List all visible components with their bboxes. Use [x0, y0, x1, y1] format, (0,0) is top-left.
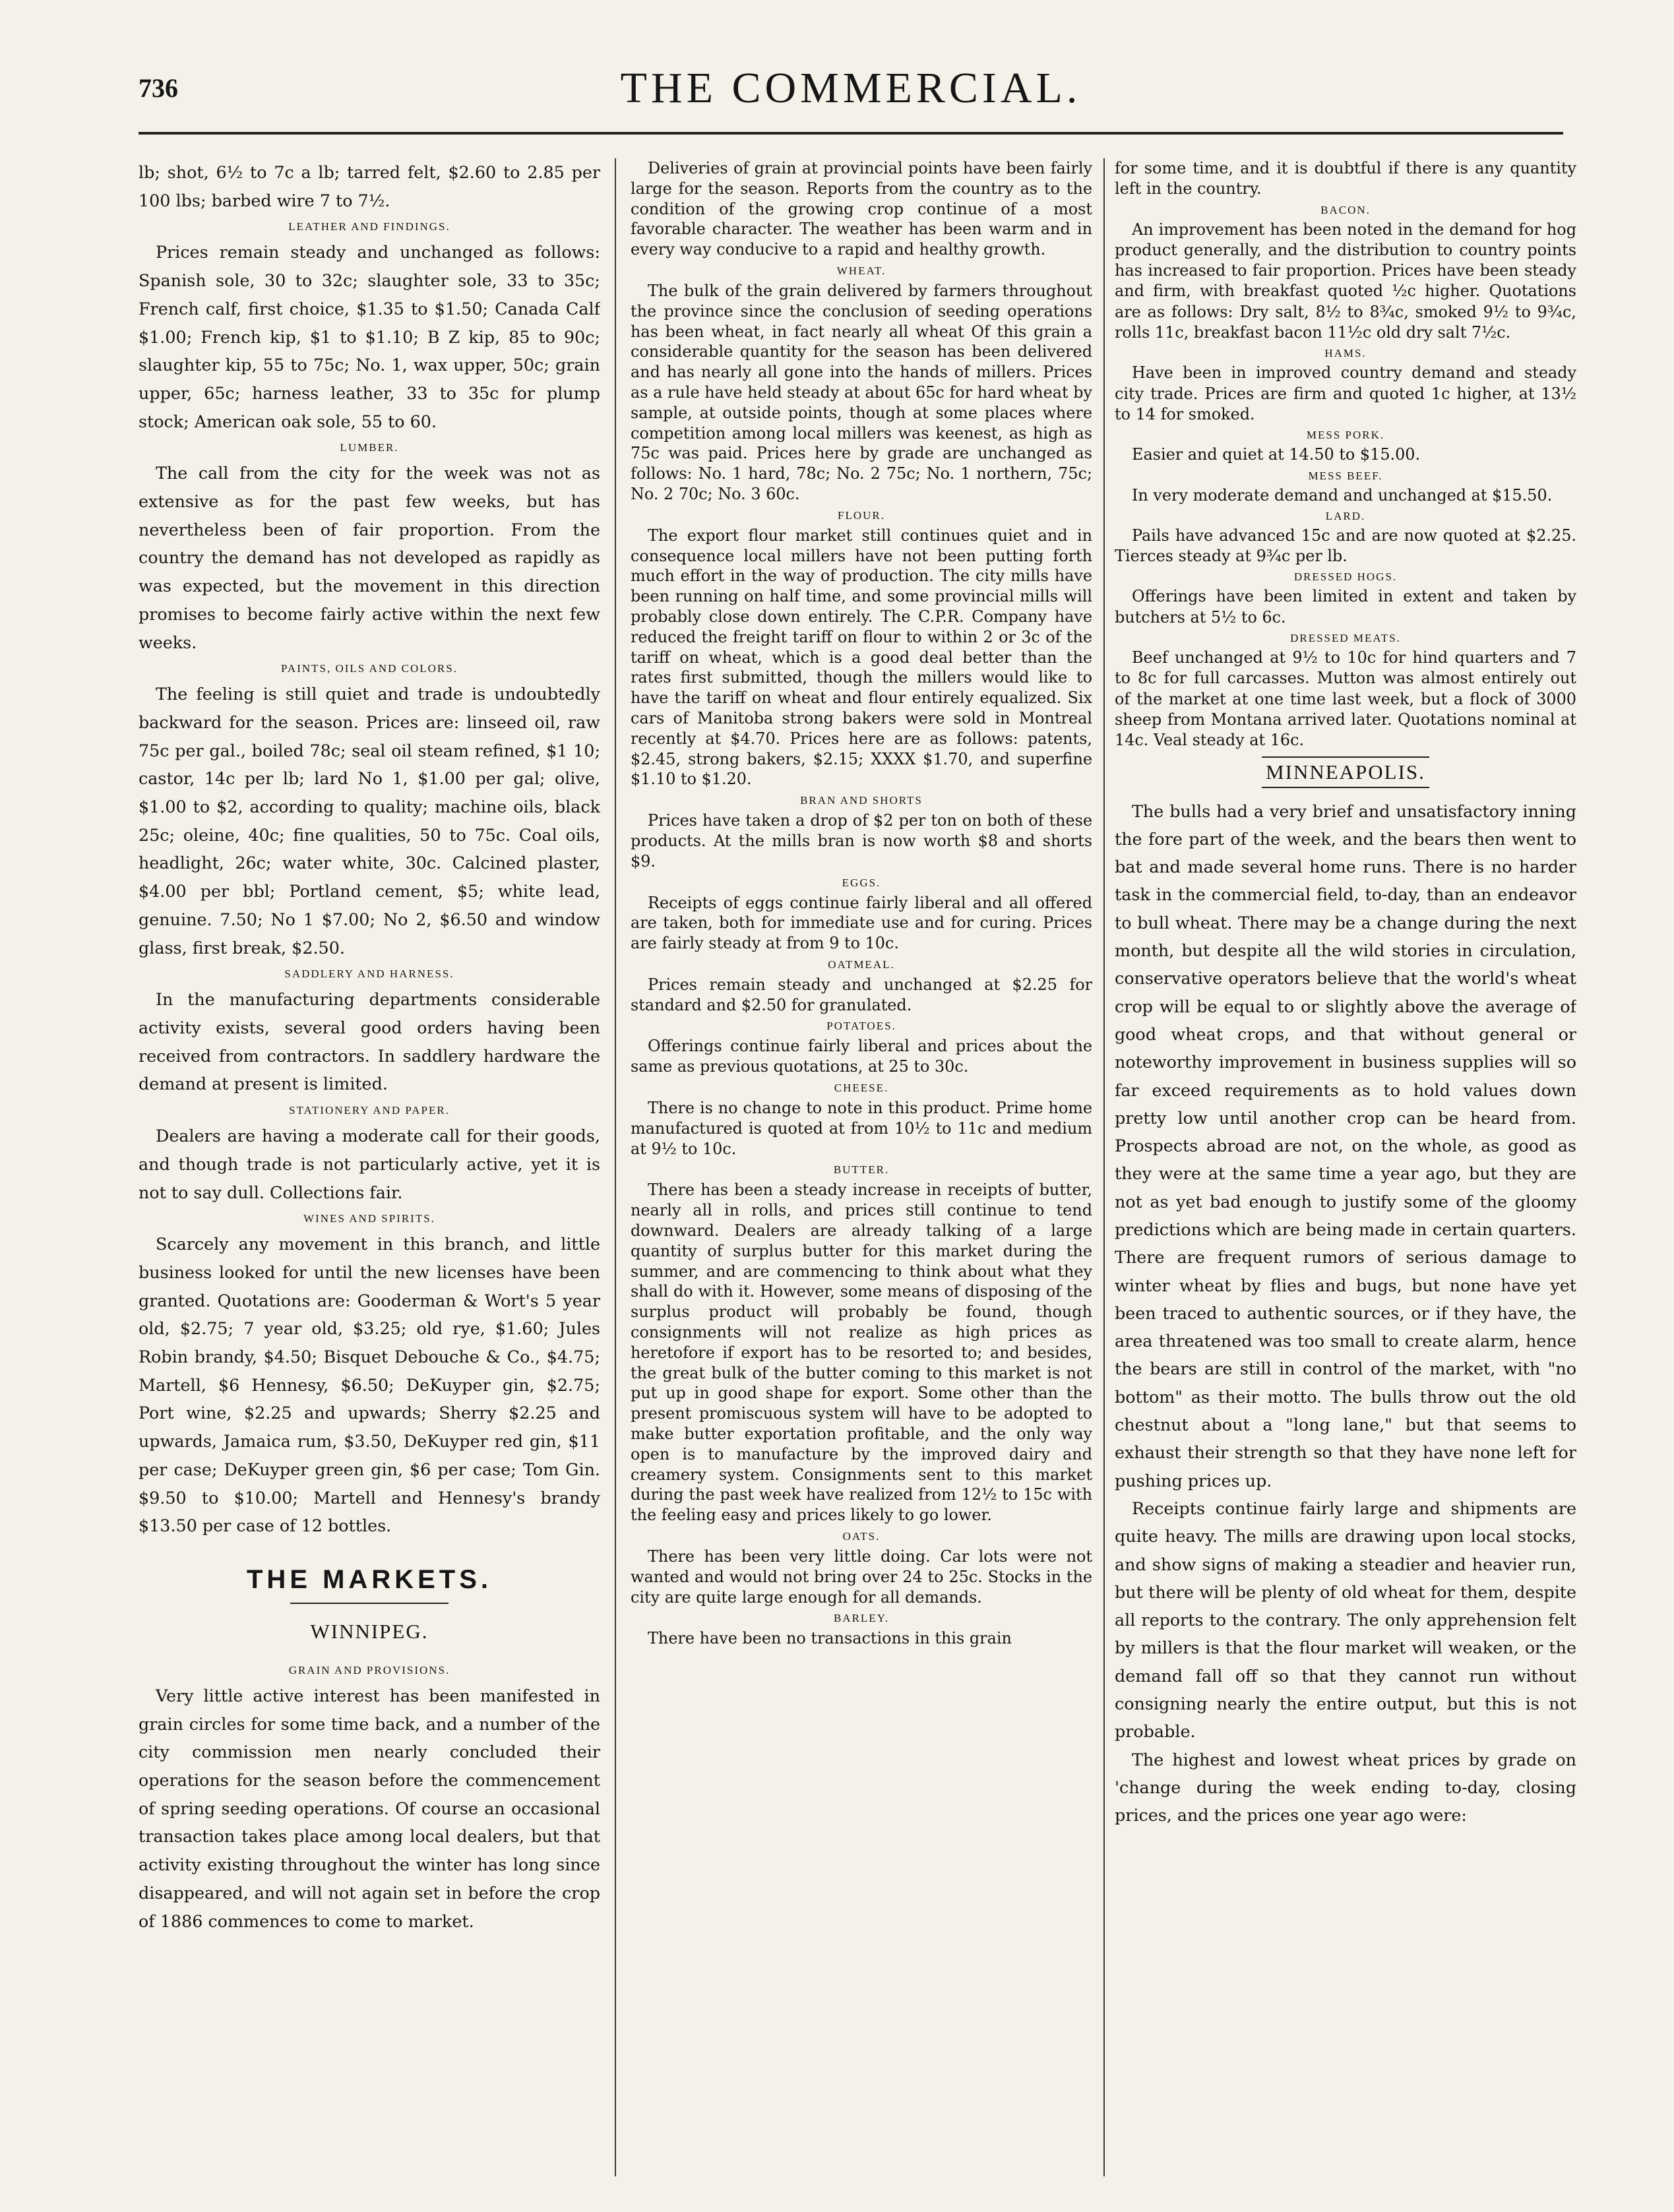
article-paragraph: Beef unchanged at 9½ to 10c for hind quarters and 7 to 8c for full carcasses. Mutton was almost entirely out of the market at one time last week, but a flock of 3000 sheep from Montana arrived later. Quotations nominal at 14c. Veal steady at 16c. [1115, 648, 1576, 750]
subheading-dressed-meats: DRESSED MEATS. [1290, 632, 1401, 645]
article-paragraph: Deliveries of grain at provincial points have been fairly large for the season. Reports from the country as to the condition of the growing crop continue of a most favorable character. The weather has been warm and in every way conducive to a rapid and healthy growth. [631, 159, 1092, 259]
page-number: 736 [139, 73, 178, 103]
article-paragraph: Prices have taken a drop of $2 per ton on both of these products. At the mills bran is now worth $8 and shorts $9. [631, 811, 1092, 871]
column-2 [631, 158, 1092, 2176]
article-paragraph: Receipts continue fairly large and shipments are quite heavy. The mills are drawing upon local stocks, and show signs of making a steadier and heavier run, but there will be plenty of old wheat for them, despite all reports to the contrary. The only apprehension felt by millers is that the flour market will weaken, or the demand fall off so that they cannot run without consigning nearly the entire output, but this is not probable. [1115, 1498, 1576, 1742]
subheading-butter: BUTTER. [833, 1163, 890, 1177]
column-rule [1103, 158, 1105, 2176]
article-paragraph: The export flour market still continues quiet and in consequence local millers have not been putting forth much effort in the way of production. The city mills have been running on half time, and some provincial mills will probably close down entirely. The C.P.R. Company have reduced the freight tariff on flour to within 2 or 3c of the tariff on wheat, which is a good deal better than the rates first submitted, though the millers would like to have the tariff on wheat and flour entirely equalized. Six cars of Manitoba strong bakers were sold in Montreal recently at $4.70. Prices here are as follows: patents, $2.45, strong bakers, $2.15; XXXX $1.70, and superfine $1.10 to $1.20. [631, 526, 1092, 789]
subheading-paints: PAINTS, OILS AND COLORS. [281, 662, 458, 675]
article-paragraph: Pails have advanced 15c and are now quoted at $2.25. Tierces steady at 9¾c per lb. [1115, 526, 1576, 566]
subheading-wheat: WHEAT. [836, 264, 886, 277]
subheading-grain: GRAIN AND PROVISIONS. [288, 1663, 450, 1676]
article-paragraph: The bulk of the grain delivered by farmers throughout the province since the conclusion of seeding operations has been wheat, in fact nearly all wheat Of this grain a considerable quantity for the season has been delivered and has nearly all gone into the hands of millers. Prices as a rule have held steady at about 65c for hard wheat by sample, at outside points, though at some places where competition among local millers was keenest, as high as 75c was paid. Prices here by grade are unchanged as follows: No. 1 hard, 78c; No. 2 75c; No. 1 northern, 75c; No. 2 70c; No. 3 60c. [631, 281, 1092, 503]
header-rule [139, 132, 1563, 135]
article-paragraph: Receipts of eggs continue fairly liberal and all offered are taken, both for immediate use and for curing. Prices are fairly steady at from 9 to 10c. [631, 893, 1092, 953]
article-paragraph: Have been in improved country demand and steady city trade. Prices are firm and quoted 1c higher, at 13½ to 14 for smoked. [1115, 363, 1576, 423]
article-paragraph: Very little active interest has been manifested in grain circles for some time back, and a number of the city commission men nearly concluded their operations for the season before the commencement of spring seeding operations. Of course an occasional transaction takes place among local dealers, but that activity existing throughout the winter has long since disappeared, and will not again set in before the crop of 1886 commences to come to market. [139, 1685, 600, 1931]
subheading-eggs: EGGS. [842, 876, 881, 889]
column-3 [1115, 158, 1576, 2176]
subheading-stationery: STATIONERY AND PAPER. [289, 1104, 450, 1117]
article-paragraph: The highest and lowest wheat prices by grade on 'change during the week ending to-day, closing prices, and the prices one year ago were: [1115, 1749, 1576, 1826]
column-1 [139, 158, 600, 2176]
subheading-lumber: LUMBER. [340, 441, 399, 454]
subheading-lard: LARD. [1325, 509, 1366, 522]
page-header [139, 63, 1563, 123]
article-paragraph: lb; shot, 6½ to 7c a lb; tarred felt, $2.60 to 2.85 per 100 lbs; barbed wire 7 to 7½. [139, 162, 600, 210]
article-paragraph: There is no change to note in this product. Prime home manufactured is quoted at from 10½ to 11c and medium at 9½ to 10c. [631, 1099, 1092, 1158]
city-heading-box [1115, 756, 1576, 788]
article-paragraph: Scarcely any movement in this branch, and little business looked for until the new licenses have been granted. Quotations are: Gooderman & Wort's 5 year old, $2.75; 7 year old, $3.25; old rye, $1.60; Jules Robin brandy, $4.50; Bisquet Debouche & Co., $4.75; Martell, $6 Hennesy, $6.50; DeKuyper gin, $2.75; Port wine, $2.25 and upwards; Sherry $2.25 and upwards, Jamaica rum, $3.50, DeKuyper red gin, $11 per case; DeKuyper green gin, $6 per case; Tom Gin. $9.50 to $10.00; Martell and Hennesy's brandy $13.50 per case of 12 bottles. [139, 1234, 600, 1536]
subheading-mess-beef: MESS BEEF. [1308, 469, 1383, 482]
subheading-saddlery: SADDLERY AND HARNESS. [284, 968, 454, 981]
subheading-hams: HAMS. [1324, 347, 1367, 360]
section-rule [290, 1603, 449, 1604]
subheading-oats: OATS. [842, 1530, 881, 1543]
subheading-bacon: BACON. [1320, 203, 1371, 216]
subheading-mess-pork: MESS PORK. [1306, 429, 1385, 442]
article-paragraph: There has been very little doing. Car lots were not wanted and would not bring over 24 to 25c. Stocks in the city are quite large enough for all demands. [631, 1547, 1092, 1607]
section-title-markets: THE MARKETS. [247, 1564, 492, 1594]
subheading-dressed-hogs: DRESSED HOGS. [1293, 570, 1398, 584]
subheading-oatmeal: OATMEAL. [828, 958, 895, 971]
article-paragraph: There have been no transactions in this grain [648, 1629, 1012, 1648]
article-paragraph: The feeling is still quiet and trade is undoubtedly backward for the season. Prices are: linseed oil, raw 75c per gal., boiled 78c; seal oil steam refined, $1 10; castor, 14c per lb; lard No 1, $1.00 per gal; olive, $1.00 to $2, according to quality; machine oils, black 25c; oleine, 40c; fine qualities, 50 to 75c. Coal oils, headlight, 26c; water white, 30c. Calcined plaster, $4.00 per bbl; Portland cement, $5; white lead, genuine. 7.50; No 1 $7.00; No 2, $6.50 and window glass, first break, $2.50. [139, 684, 600, 958]
article-paragraph: In the manufacturing departments considerable activity exists, several good orders having been received from contractors. In saddlery hardware the demand at present is limited. [139, 989, 600, 1094]
subheading-barley: BARLEY. [833, 1612, 890, 1625]
article-paragraph: for some time, and it is doubtful if there is any quantity left in the country. [1115, 159, 1576, 199]
article-paragraph: In very moderate demand and unchanged at $15.50. [1132, 485, 1553, 505]
subheading-potatoes: POTATOES. [826, 1020, 896, 1033]
masthead-title: THE COMMERCIAL. [620, 64, 1082, 112]
article-paragraph: Offerings have been limited in extent and taken by butchers at 5½ to 6c. [1115, 587, 1576, 627]
subheading-bran: BRAN AND SHORTS [800, 794, 923, 807]
article-paragraph: Prices remain steady and unchanged as follows: Spanish sole, 30 to 32c; slaughter sole, 33 to 35c; French calf, first choice, $1.35 to $1.50; Canada Calf $1.00; French kip, $1 to $1.10; B Z kip, 85 to 90c; slaughter kip, 55 to 75c; No. 1, wax upper, 50c; grain upper, 65c; harness leather, 33 to 35c for plump stock; American oak sole, 55 to 60. [139, 242, 600, 431]
city-heading-winnipeg: WINNIPEG. [310, 1619, 429, 1643]
section-header [139, 1557, 600, 1604]
article-paragraph: Dealers are having a moderate call for their goods, and though trade is not particularly active, yet it is not to say dull. Collections fair. [139, 1126, 600, 1202]
article-paragraph: Easier and quiet at 14.50 to $15.00. [1132, 445, 1421, 464]
article-paragraph: An improvement has been noted in the demand for hog product generally, and the distribution to country points has increased to fair proportion. Prices have been steady and firm, with breakfast quoted ½c higher. Quotations are as follows: Dry salt, 8½ to 8¾c, smoked 9½ to 9¾c, rolls 11c, breakfast bacon 11½c old dry salt 7½c. [1115, 220, 1576, 342]
subheading-wines: WINES AND SPIRITS. [303, 1212, 435, 1225]
column-rule [615, 158, 616, 2176]
article-paragraph: The call from the city for the week was not as extensive as for the past few weeks, but has nevertheless been of fair proportion. From the country the demand has not developed as rapidly as was expected, but the movement in this direction promises to become fairly active within the next few weeks. [139, 463, 600, 652]
article-paragraph: Offerings continue fairly liberal and prices about the same as previous quotations, at 25 to 30c. [631, 1037, 1092, 1076]
subheading-cheese: CHEESE. [834, 1082, 889, 1095]
article-paragraph: There has been a steady increase in receipts of butter, nearly all in rolls, and prices still continue to tend downward. Dealers are already talking of a large quantity of surplus butter for this market during the summer, and are commencing to think about what they shall do with it. However, some means of disposing of the surplus product will probably be found, though consignments will not realize as high prices as heretofore if export has to be resorted to; and besides, the great bulk of the butter coming to this market is not put up in good shape for export. Some other than the present promiscuous system will have to be adopted to make butter exportation profitable, and the only way open is to manufacture by the improved dairy and creamery system. Consignments sent to this market during the past week have realized from 12½ to 15c with the feeling easy and prices likely to go lower. [631, 1181, 1092, 1525]
subheading-flour: FLOUR. [838, 508, 885, 522]
subheading-leather: LEATHER AND FINDINGS. [288, 220, 450, 233]
article-paragraph: Prices remain steady and unchanged at $2.25 for standard and $2.50 for granulated. [631, 975, 1092, 1014]
article-paragraph: The bulls had a very brief and unsatisfactory inning the fore part of the week, and the bears then went to bat and made several home runs. There is no harder task in the commercial field, to-day, than an endeavor to bull wheat. There may be a change during the next month, but despite all the wild stories in circulation, conservative operators believe that the world's wheat crop will be equal to or slightly above the average of good wheat crops, and that without general or noteworthy improvement in business supplies will so far exceed requirements as to hold values down pretty low until another crop can be heard from. Prospects abroad are not, on the whole, as good as they were at the same time a year ago, but they are not as yet bad enough to justify some of the gloomy predictions which are being made in certain quarters. There are frequent rumors of serious damage to winter wheat by flies and bugs, but none have yet been traced to authentic sources, or if they have, the area threatened was too small to create alarm, hence the bears are still in control of the market, with "no bottom" as their motto. The bulls throw out the old chestnut about a "long lane," but that seems to exhaust their strength so that they have none left for pushing prices up. [1115, 801, 1576, 1490]
city-heading-minneapolis: MINNEAPOLIS. [1262, 756, 1429, 788]
